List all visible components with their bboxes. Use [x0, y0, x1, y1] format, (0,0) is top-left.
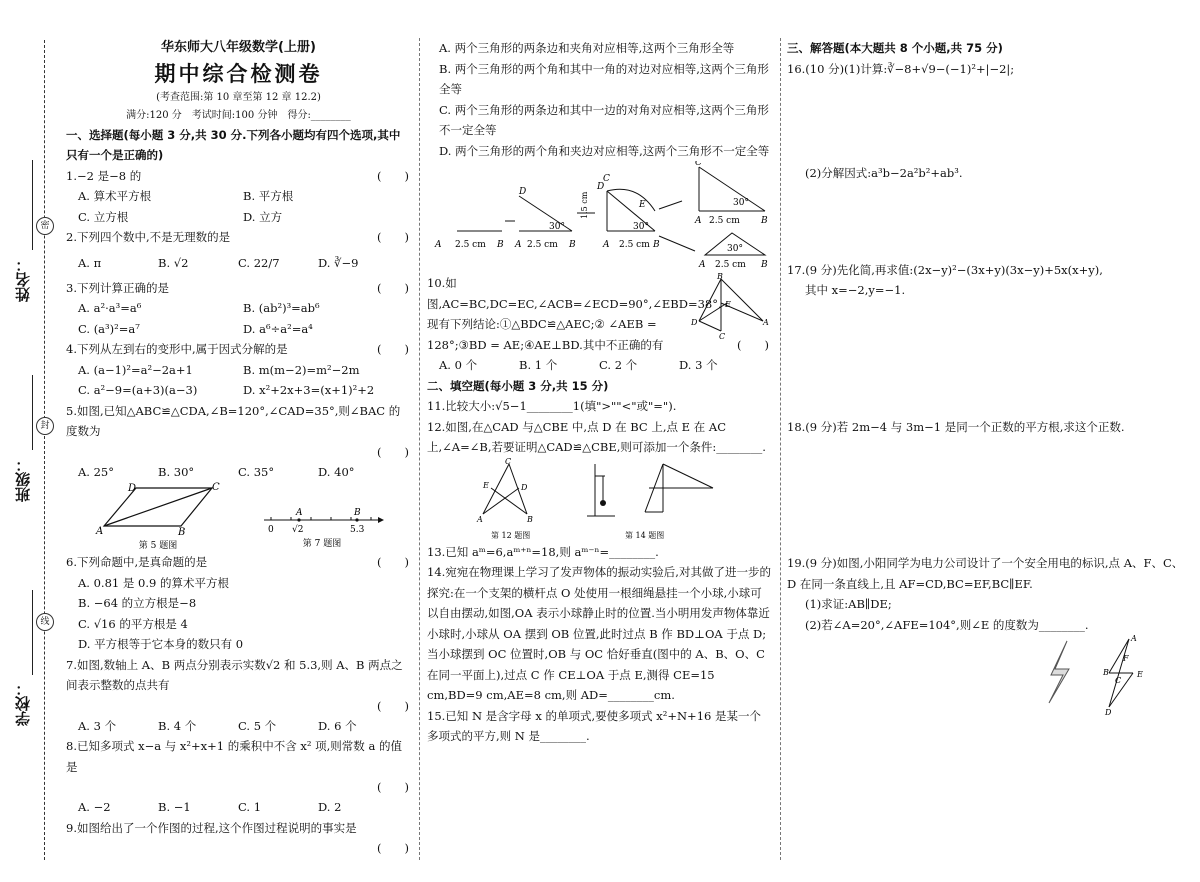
label-B: B [497, 240, 504, 250]
label-B: B [1103, 668, 1109, 677]
option[interactable]: A. 0 个 [439, 358, 478, 372]
label-A: A [763, 318, 769, 327]
option[interactable]: A. 0.81 是 0.9 的算术平方根 [78, 575, 229, 590]
label-E: E [1137, 670, 1143, 679]
column-3 [787, 38, 1187, 715]
option[interactable]: D. 6 个 [318, 718, 357, 733]
name-label: 姓名： [14, 257, 32, 302]
label-F: F [1123, 654, 1129, 663]
exam-title: 期中综合检测卷 [154, 61, 323, 86]
column-1 [66, 38, 411, 858]
school-blank[interactable] [32, 590, 33, 675]
options-8 [66, 797, 411, 818]
seal-dot: 线 [36, 613, 54, 631]
question-16-part-1: 16.(10 分)(1)计算:∛−8+√9−(−1)²+|−2|; [787, 61, 1015, 76]
length-label: 2.5 cm [619, 240, 650, 250]
question-10: 10.如图,AC=BC,DC=EC,∠ACB=∠ECD=90°,∠EBD=38°.现有下列结论:①△BDC≌△AEC;② ∠AEB = 128°;③BD = AE;④AE⊥BD.其中不正确的有 B D C A E [427, 273, 771, 355]
question-10-paren [427, 335, 771, 355]
option[interactable]: A. a²·a³=a⁶ [78, 301, 142, 315]
option[interactable]: C. 1 [238, 800, 262, 814]
binding-margin [0, 0, 62, 882]
answer-paren[interactable]: ( ) [377, 342, 409, 356]
option[interactable]: B. (ab²)³=ab⁶ [243, 301, 320, 315]
option[interactable]: B. 平方根 [243, 189, 294, 203]
length-label: 2.5 cm [709, 216, 740, 226]
label-A: A [1131, 635, 1137, 643]
class-label: 班级： [14, 457, 32, 502]
label-B: B [761, 260, 768, 270]
label-B: B [717, 273, 723, 281]
option[interactable]: D. 立方 [243, 209, 283, 224]
options-7 [66, 716, 411, 737]
label-B: B [653, 240, 660, 250]
option[interactable]: A. −2 [78, 800, 111, 814]
label-D: D [128, 483, 137, 494]
column-2 [427, 38, 771, 747]
label-B: B [354, 508, 361, 518]
figures-5-7 [66, 482, 411, 552]
option[interactable]: B. 4 个 [158, 718, 197, 733]
option[interactable]: D. 平方根等于它本身的数只有 0 [78, 637, 244, 651]
question-18: 18.(9 分)若 2m−4 与 3m−1 是同一个正数的平方根,求这个正数. [787, 419, 1125, 434]
question-15: 15.已知 N 是含字母 x 的单项式,要使多项式 x²+N+16 是某一个多项式的平方,则 N 是________. [427, 708, 761, 743]
question-9: 9.如图给出了一个作图的过程,这个作图过程说明的事实是 [66, 820, 357, 835]
question-3: 3.下列计算正确的是 ( ) [66, 278, 411, 299]
option[interactable]: C. 35° [238, 464, 275, 479]
question-9-paren [66, 838, 411, 858]
question-17-values: 其中 x=−2,y=−1. [805, 283, 906, 297]
answer-space[interactable] [787, 184, 1187, 260]
option[interactable]: C. √16 的平方根是 4 [78, 616, 188, 631]
question-13: 13.已知 aᵐ=6,aᵐ⁺ⁿ=18,则 aᵐ⁻ⁿ=________. [427, 544, 659, 559]
option[interactable]: A. 3 个 [78, 718, 117, 733]
option[interactable]: C. 两个三角形的两条边和其中一边的对角对应相等,这两个三角形不一定全等 [439, 102, 769, 137]
column-divider [780, 38, 781, 860]
label-A: A [477, 514, 483, 524]
option[interactable]: B. 30° [158, 464, 195, 479]
option[interactable]: C. 立方根 [78, 209, 129, 224]
seal-dot: 密 [36, 217, 54, 235]
side-label: 1.5 cm [580, 191, 589, 219]
question-19-part-1: (1)求证:AB∥DE; [805, 597, 892, 611]
figure-14-caption: 第 14 题图 [625, 530, 665, 540]
option[interactable]: B. 两个三角形的两个角和其中一角的对边对应相等,这两个三角形全等 [439, 61, 769, 96]
label-B: B [569, 240, 576, 250]
options-4 [66, 360, 411, 401]
answer-paren[interactable]: ( ) [377, 280, 409, 295]
option[interactable]: A. 25° [78, 464, 114, 479]
label-D: D [521, 482, 528, 492]
figure-5-caption: 第 5 题图 [138, 541, 178, 551]
label-D: D [1105, 708, 1112, 715]
label-B: B [761, 216, 768, 226]
answer-paren[interactable]: ( ) [377, 168, 409, 183]
option[interactable]: C. (a³)²=a⁷ [78, 321, 140, 336]
answer-paren[interactable]: ( ) [377, 230, 409, 244]
option[interactable]: D. 3 个 [679, 358, 718, 372]
question-19: 19.(9 分)如图,小阳同学为电力公司设计了一个安全用电的标识,点 A、F、C、D 在同一条直线上,且 AF=CD,BC=EF,BC∥EF. [787, 556, 1184, 591]
label-D: D [597, 182, 605, 192]
class-blank[interactable] [32, 375, 33, 450]
option[interactable]: D. 40° [318, 464, 355, 479]
label-D: D [691, 318, 698, 327]
label-E: E [639, 200, 646, 210]
option[interactable]: C. 2 个 [599, 358, 638, 372]
question-7: 7.如图,数轴上 A、B 两点分别表示实数√2 和 5.3,则 A、B 两点之间表示整数的点共有 [66, 657, 403, 692]
construction-figure [427, 161, 771, 273]
question-12: 12.如图,在△CAD 与△CBE 中,点 D 在 BC 上,点 E 在 AC 上,∠A=∠B,若要证明△CAD≌△CBE,则可添加一个条件:________. [427, 419, 766, 454]
seal-dot: 封 [36, 417, 54, 435]
label-C: C [212, 482, 220, 493]
option[interactable]: C. 22/7 [238, 255, 280, 270]
answer-paren[interactable]: ( ) [377, 698, 409, 713]
label-E: E [483, 480, 489, 490]
seal-line [44, 40, 45, 860]
question-7-paren [66, 696, 411, 716]
option[interactable]: B. −1 [158, 800, 191, 814]
section-3-heading: 三、解答题(本大题共 8 个小题,共 75 分) [787, 41, 1003, 55]
options-5 [66, 462, 411, 483]
option[interactable]: C. 5 个 [238, 718, 277, 733]
question-5: 5.如图,已知△ABC≌△CDA,∠B=120°,∠CAD=35°,则∠BAC 的度数为 [66, 403, 401, 438]
option[interactable]: B. −64 的立方根是−8 [78, 596, 197, 610]
answer-paren[interactable]: ( ) [737, 338, 769, 352]
answer-paren[interactable]: ( ) [377, 444, 409, 459]
option[interactable]: A. (a−1)²=a²−2a+1 [78, 362, 193, 377]
label-A: A [699, 260, 706, 270]
label-B: B [527, 514, 533, 524]
tick-sqrt2: √2 [292, 525, 304, 535]
label-A: A [603, 240, 610, 250]
answer-paren[interactable]: ( ) [377, 780, 409, 794]
label-A: A [695, 216, 702, 226]
option[interactable]: B. √2 [158, 255, 189, 270]
options-10 [427, 355, 771, 376]
figure-7-caption: 第 7 题图 [302, 539, 342, 549]
options-1 [66, 186, 411, 227]
label-E: E [725, 300, 731, 309]
question-8-paren [66, 777, 411, 797]
section-2-heading: 二、填空题(每小题 3 分,共 15 分) [427, 378, 609, 393]
figure-10 [691, 273, 771, 339]
question-11: 11.比较大小:√5−1________1(填">""<"或"="). [427, 399, 677, 413]
label-C: C [719, 332, 726, 339]
answer-paren[interactable]: ( ) [377, 841, 409, 855]
angle-label: 30° [733, 198, 749, 208]
answer-space[interactable] [787, 79, 1187, 163]
label-B: B [178, 527, 186, 538]
figure-12-caption: 第 12 题图 [491, 530, 531, 540]
option[interactable]: D. a⁶÷a²=a⁴ [243, 321, 313, 336]
length-label: 2.5 cm [715, 260, 746, 270]
book-title: 华东师大八年级数学(上册) [161, 40, 316, 55]
question-4: 4.下列从左到右的变形中,属于因式分解的是 ( ) [66, 339, 411, 360]
length-label: 2.5 cm [527, 240, 558, 250]
option[interactable]: D. 2 [318, 800, 342, 814]
label-C: C [1115, 676, 1122, 685]
question-17: 17.(9 分)先化简,再求值:(2x−y)²−(3x+y)(3x−y)+5x(x+y), [787, 262, 1103, 277]
question-5-paren [66, 442, 411, 462]
answer-space[interactable] [787, 437, 1187, 553]
label-D: D [519, 187, 527, 197]
figure-19 [787, 635, 1187, 715]
answer-space[interactable] [787, 301, 1187, 417]
answer-paren[interactable]: ( ) [377, 555, 409, 569]
school-label: 学校： [14, 681, 32, 726]
label-A: A [435, 240, 442, 250]
question-16-part-2: (2)分解因式:a³b−2a²b²+ab³. [805, 166, 963, 180]
figure-12-and-14 [427, 458, 771, 542]
label-A: A [96, 526, 104, 537]
question-8: 8.已知多项式 x−a 与 x²+x+1 的乘积中不含 x² 项,则常数 a 的值是 [66, 739, 402, 774]
question-2: 2.下列四个数中,不是无理数的是 ( ) [66, 227, 411, 248]
option[interactable]: D. x²+2x+3=(x+1)²+2 [243, 383, 375, 397]
option[interactable]: B. 1 个 [519, 358, 558, 372]
figures-12-14 [427, 458, 771, 542]
length-label: 2.5 cm [455, 240, 486, 250]
figure-5-and-7 [66, 482, 411, 552]
options-2 [66, 248, 411, 278]
question-19-part-2: (2)若∠A=20°,∠AFE=104°,则∠E 的度数为________. [805, 617, 1089, 632]
lightning-logo-figure [787, 635, 1187, 715]
score-line: 满分:120 分 考试时间:100 分钟 得分:________ [126, 109, 351, 121]
angle-label: 30° [549, 222, 565, 232]
question-1: 1.−2 是−8 的 ( ) [66, 166, 411, 187]
tick-0: 0 [268, 525, 274, 535]
section-1-heading: 一、选择题(每小题 3 分,共 30 分.下列各小题均有四个选项,其中只有一个是正确的) [66, 127, 401, 162]
column-divider [419, 38, 420, 860]
figure-9 [427, 161, 771, 273]
tick-5-3: 5.3 [350, 525, 365, 535]
label-A: A [296, 508, 303, 518]
option[interactable]: C. a²−9=(a+3)(a−3) [78, 383, 198, 397]
label-C: C [695, 161, 702, 168]
label-C: C [505, 457, 512, 466]
option[interactable]: D. ∛−9 [318, 255, 359, 270]
label-A: A [515, 240, 522, 250]
angle-label: 30° [727, 244, 743, 254]
angle-label: 30° [633, 222, 649, 232]
option[interactable]: A. 两个三角形的两条边和夹角对应相等,这两个三角形全等 [439, 41, 735, 55]
option[interactable]: D. 两个三角形的两个角和夹边对应相等,这两个三角形不一定全等 [439, 143, 770, 158]
options-3 [66, 298, 411, 339]
question-6: 6.下列命题中,是真命题的是 ( ) [66, 552, 411, 573]
label-C: C [603, 174, 610, 184]
option[interactable]: B. m(m−2)=m²−2m [243, 362, 360, 377]
name-blank[interactable] [32, 160, 33, 250]
option[interactable]: A. π [78, 255, 102, 270]
option[interactable]: A. 算术平方根 [78, 189, 152, 203]
exam-scope: (考查范围:第 10 章至第 12 章 12.2) [156, 91, 321, 103]
question-14: 14.宛宛在物理课上学习了发声物体的振动实验后,对其做了进一步的探究:在一个支架的横杆点 O 处使用一根细绳悬挂一个小球,小球可以自由摆动,如图,OA 表示小球静止时的位置.当小明用发声物体靠近小球时,小球从 OA 摆到 OB 位置,此时过点 B 作 BD⊥OA 于点 D;当小球摆到 OC 位置时,OB 与 OC 恰好垂直(图中的 A、B、O、C 在同一平面上),过点 C 作 CE⊥OA 于点 E,测得 CE=15 cm,BD=9 cm,AE=8 cm,则 AD=________cm. [427, 565, 771, 702]
